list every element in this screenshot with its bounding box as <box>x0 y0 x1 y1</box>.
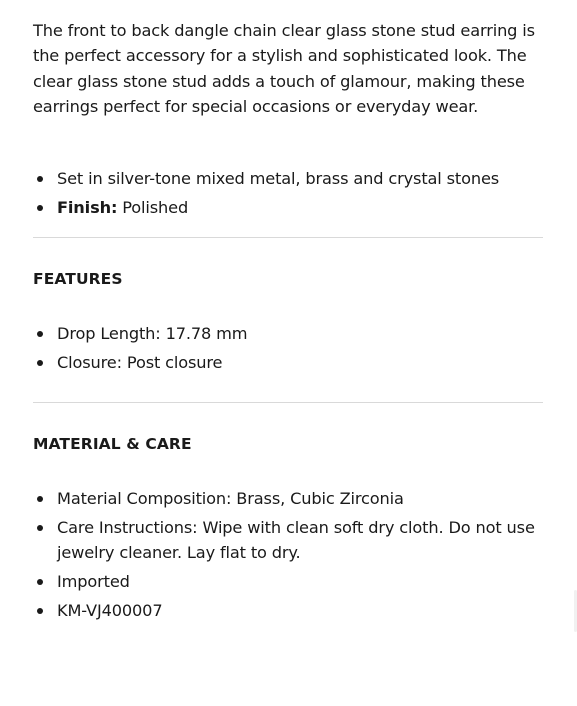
bullet-icon <box>37 360 43 366</box>
list-item-text: Imported <box>57 571 130 591</box>
list-item-text: Closure: Post closure <box>57 352 223 372</box>
bullet-icon <box>37 496 43 502</box>
bullet-icon <box>37 525 43 531</box>
bullet-icon <box>37 176 43 182</box>
bullet-icon <box>37 608 43 614</box>
list-item-text: Material Composition: Brass, Cubic Zirconia <box>57 488 404 508</box>
list-item <box>33 598 543 623</box>
list-item-text: Drop Length: 17.78 mm <box>57 323 248 343</box>
list-item <box>33 486 543 511</box>
list-item <box>33 195 543 220</box>
section-divider <box>33 402 543 403</box>
list-item <box>33 515 543 565</box>
features-heading: FEATURES <box>33 269 123 288</box>
section-divider <box>33 237 543 238</box>
list-item-text: Set in silver-tone mixed metal, brass and crystal stones <box>57 168 500 188</box>
list-item <box>33 166 543 191</box>
finish-value: Polished <box>117 197 189 217</box>
list-item <box>33 321 543 346</box>
material-care-heading: MATERIAL & CARE <box>33 434 192 453</box>
list-item-text: KM-VJ400007 <box>57 600 163 620</box>
finish-label: Finish: <box>57 197 118 217</box>
material-care-list <box>33 486 543 623</box>
product-description: The front to back dangle chain clear glass stone stud earring is the perfect accessory for a stylish and sophisticated look. The clear glass stone stud adds a touch of glamour, making these earrings perfect for special occasions or everyday wear. <box>33 21 535 117</box>
product-details <box>33 18 543 627</box>
bullet-icon <box>37 331 43 337</box>
bullet-icon <box>37 579 43 585</box>
features-list <box>33 321 543 375</box>
list-item <box>33 350 543 375</box>
bullet-icon <box>37 205 43 211</box>
list-item <box>33 569 543 594</box>
highlights-list <box>33 166 543 220</box>
list-item-text: Care Instructions: Wipe with clean soft dry cloth. Do not use jewelry cleaner. Lay flat to dry. <box>57 517 535 562</box>
